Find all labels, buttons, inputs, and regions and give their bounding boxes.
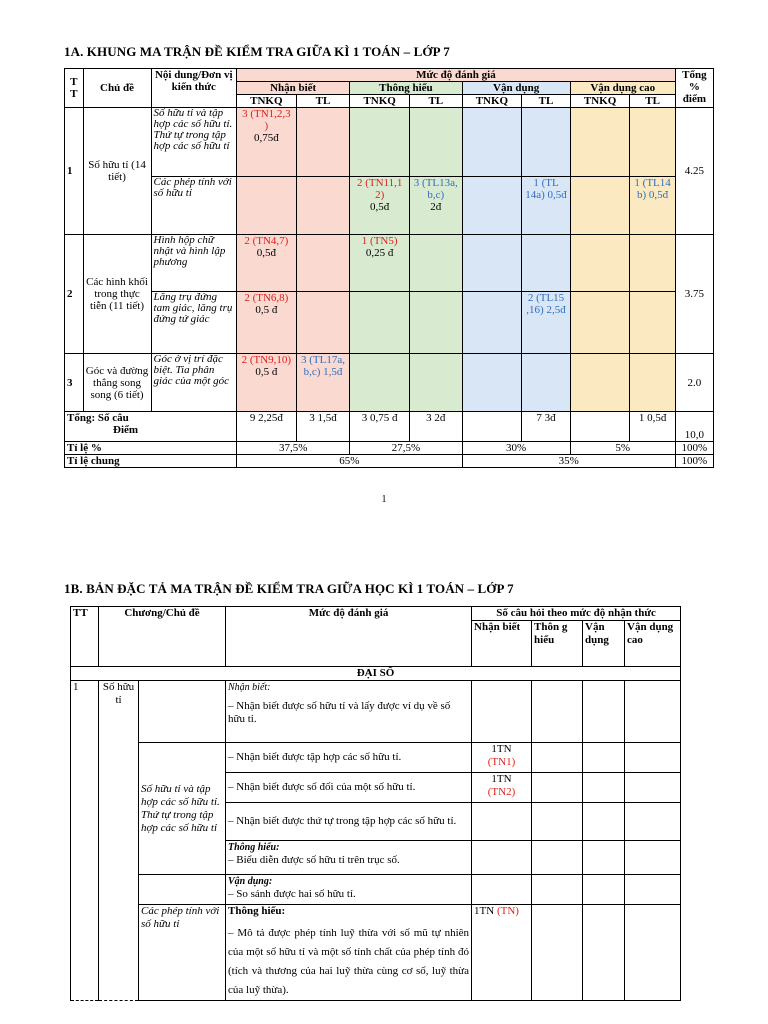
col-content: Nội dung/Đơn vị kiến thức [151,69,236,108]
cell-ref: 1 (TN5) [361,235,398,247]
col-tt: T T [65,69,84,108]
total-nb-tl: 3 1,5đ [296,412,350,442]
cell-nb-tl [296,235,350,292]
row-content: Lăng trụ đứng tam giác, lăng trụ đứng tứ giác [151,292,236,354]
matrix-table [64,68,714,468]
cell-vd-tl [522,354,570,412]
col-nhan-biet: Nhận biết [237,82,350,95]
ratio-nb: 37,5% [237,442,350,455]
cell-vdc-tnkq [570,292,630,354]
count-value: 1TN [474,905,495,917]
cell-points: 0,5đ [256,247,276,259]
desc-label: Thông hiểu: [228,905,286,917]
row-content: Các phép tính với số hữu tỉ [151,177,236,235]
cell-vd-tnkq [462,108,522,177]
desc-cell [226,905,472,1001]
cell-vd-tl: 2 (TL15 ,16) 2,5đ [522,292,570,354]
sub-tl: TL [630,95,675,108]
common-ratio-total: 100% [675,455,713,468]
cell-nb-tnkq [237,177,297,235]
total-th-tnkq: 3 0,75 đ [350,412,410,442]
desc-cell [226,875,472,905]
cell-ref: 3 (TN1,2,3 ) [242,108,291,132]
matrix-title: 1A. KHUNG MA TRẬN ĐỀ KIỂM TRA GIỮA KÌ 1 TOÁN – LỚP 7 [64,44,450,59]
row-number: 1 [65,108,84,235]
cell-points: 0,75đ [253,132,279,144]
count-th [532,841,583,875]
ratio-vd: 30% [462,442,570,455]
row-number: 1 [71,681,99,1001]
cell-nb-tl [296,292,350,354]
count-nb [472,681,532,743]
desc-text: – Biểu diễn được số hữu tỉ trên trục số. [228,854,400,866]
desc-label: Thông hiểu: [228,842,280,853]
sub-tnkq: TNKQ [462,95,522,108]
col-thong-hieu: Thông hiểu [350,82,462,95]
cell-nb-tl: 3 (TL17a, b,c) 1,5đ [296,354,350,412]
sub-tl: TL [522,95,570,108]
col-nhan-biet: Nhận biết [472,621,532,667]
row-subtopic: Các phép tính với số hữu tỉ [139,905,226,1001]
count-th [532,681,583,743]
count-nb [472,841,532,875]
row-sub-empty [139,875,226,905]
cell-vdc-tnkq [570,354,630,412]
count-ref: (TN) [496,905,519,917]
cell-nb-tnkq [237,235,297,292]
row-total: 2.0 [675,354,713,412]
count-vdc [625,681,681,743]
desc-text: – Nhận biết được thứ tự trong tập hợp các số hữu tỉ. [226,803,472,841]
count-value: 1TN [491,743,512,755]
cell-vdc-tl [630,354,675,412]
cell-th-tnkq [350,354,410,412]
sub-tnkq: TNKQ [570,95,630,108]
cell-ref: 3 (TL13a, b,c) [413,177,458,201]
cell-vdc-tl: 1 (TL14 b) 0,5đ [630,177,675,235]
col-van-dung: Vận dụng [583,621,625,667]
ratio-label: Tỉ lệ % [65,442,237,455]
count-th [532,773,583,803]
cell-points: 0,25 đ [365,247,394,259]
cell-vdc-tnkq [570,235,630,292]
cell-vd-tl [522,235,570,292]
total-vd-tl: 7 3đ [522,412,570,442]
total-label-count: Tổng: Số câu [67,412,129,424]
col-van-dung-cao: Vận dụng cao [625,621,681,667]
cell-ref: 2 (TN11,1 2) [356,177,403,201]
cell-vdc-tl [630,108,675,177]
row-sub-empty [139,681,226,743]
col-van-dung: Vận dụng [462,82,570,95]
row-number: 2 [65,235,84,354]
count-vdc [625,905,681,1001]
row-content: Góc ở vị trí đặc biệt. Tia phân giác của một góc [151,354,236,412]
cell-th-tnkq [350,235,410,292]
row-topic: Góc và đường thẳng song song (6 tiết) [83,354,151,412]
cell-vdc-tl [630,235,675,292]
desc-text: – Nhận biết được số đối của một số hữu tỉ. [226,773,472,803]
cell-vd-tl: 1 (TL 14a) 0,5đ [522,177,570,235]
cell-ref: 2 (TN9,10) [241,354,292,366]
count-nb [472,803,532,841]
row-content: Số hữu tỉ và tập hợp các số hữu tỉ. Thứ tự trong tập hợp các số hữu tỉ [151,108,236,177]
count-nb [472,905,532,1001]
row-number: 3 [65,354,84,412]
count-vd [583,905,625,1001]
cell-points: 2đ [430,201,442,213]
col-van-dung-cao: Vận dụng cao [570,82,675,95]
cell-vd-tnkq [462,292,522,354]
count-th [532,803,583,841]
cell-vd-tnkq [462,235,522,292]
cell-nb-tnkq [237,108,297,177]
desc-label: Vận dụng: [228,876,273,887]
count-value: 1TN [491,773,512,785]
desc-text: – Nhận biết được tập hợp các số hữu tỉ. [226,743,472,773]
sub-tnkq: TNKQ [350,95,410,108]
total-vdc-tnkq [570,412,630,442]
row-topic: Các hình khối trong thực tiễn (11 tiết) [83,235,151,354]
total-nb-tnkq: 9 2,25đ [237,412,297,442]
count-nb [472,773,532,803]
count-vd [583,681,625,743]
cell-points: 0,5đ [370,201,390,213]
cell-points: 0,5 đ [255,304,278,316]
count-vdc [625,773,681,803]
cell-th-tl [410,235,463,292]
desc-text: – Mô tả được phép tính luỹ thừa với số mũ tự nhiên của một số hữu tỉ và một số tính chất của phép tính đó (tích và thương của hai luỹ thừa cùng cơ số, luỹ thừa của luỹ thừa). [228,927,470,996]
count-th [532,905,583,1001]
desc-text: – So sánh được hai số hữu tỉ. [228,888,356,900]
count-th [532,875,583,905]
cell-nb-tl [296,108,350,177]
col-level: Mức độ đánh giá [237,69,676,82]
count-ref: (TN1) [487,756,516,768]
total-vdc-tl: 1 0,5đ [630,412,675,442]
total-label [65,412,237,442]
count-nb [472,743,532,773]
ratio-vdc: 5% [570,442,675,455]
cell-th-tl [410,177,463,235]
cell-vdc-tnkq [570,108,630,177]
count-vd [583,773,625,803]
count-th [532,743,583,773]
count-vdc [625,875,681,905]
sub-tl: TL [410,95,463,108]
count-vd [583,875,625,905]
cell-th-tnkq [350,177,410,235]
row-total: 4.25 [675,108,713,235]
page-number: 1 [381,494,387,505]
col-tt: TT [71,607,99,667]
cell-th-tl [410,354,463,412]
section-dai-so: ĐẠI SỐ [71,667,681,681]
cell-th-tnkq [350,108,410,177]
col-total: Tổng % điểm [675,69,713,108]
cell-vdc-tl [630,292,675,354]
count-nb [472,875,532,905]
col-thong-hieu: Thôn g hiểu [532,621,583,667]
common-ratio-b: 35% [462,455,675,468]
cell-nb-tnkq [237,292,297,354]
cell-nb-tl [296,177,350,235]
desc-label: Nhận biết: [228,682,271,693]
cell-vdc-tnkq [570,177,630,235]
count-ref: (TN2) [487,786,516,798]
row-total: 3.75 [675,235,713,354]
common-ratio-a: 65% [237,455,463,468]
col-level: Mức độ đánh giá [226,607,472,667]
total-sum: 10,0 [675,412,713,442]
cell-points: 0,5 đ [255,366,278,378]
sub-tl: TL [296,95,350,108]
spec-title: 1B. BẢN ĐẶC TẢ MA TRẬN ĐỀ KIỂM TRA GIỮA HỌC KÌ 1 TOÁN – LỚP 7 [64,581,514,596]
col-question-count: Số câu hỏi theo mức độ nhận thức [472,607,681,621]
total-th-tl: 3 2đ [410,412,463,442]
desc-cell [226,841,472,875]
sub-tnkq: TNKQ [237,95,297,108]
row-topic: Số hữu tỉ (14 tiết) [83,108,151,235]
row-subtopic: Số hữu tỉ và tập hợp các số hữu tỉ. Thứ tự trong tập hợp các số hữu tỉ [139,743,226,875]
cell-nb-tnkq [237,354,297,412]
cell-vd-tnkq [462,354,522,412]
common-ratio-label: Tỉ lệ chung [65,455,237,468]
count-vdc [625,841,681,875]
count-vdc [625,803,681,841]
count-vdc [625,743,681,773]
count-vd [583,841,625,875]
cell-ref: 2 (TN6,8) [244,292,289,304]
cell-th-tnkq [350,292,410,354]
total-vd-tnkq [462,412,522,442]
desc-text: – Nhận biết được số hữu tỉ và lấy được ví dụ về số hữu tỉ. [228,700,451,725]
col-topic: Chủ đề [83,69,151,108]
cell-vd-tl [522,108,570,177]
cell-ref: 2 (TN4,7) [244,235,289,247]
col-chapter: Chương/Chủ đề [99,607,226,667]
desc-cell [226,681,472,743]
count-vd [583,803,625,841]
ratio-th: 27,5% [350,442,462,455]
spec-table [70,606,681,1001]
row-chapter: Số hữu tỉ [99,681,139,1001]
cell-th-tl [410,292,463,354]
count-vd [583,743,625,773]
row-content: Hình hộp chữ nhật và hình lập phương [151,235,236,292]
cell-th-tl [410,108,463,177]
cell-vd-tnkq [462,177,522,235]
ratio-total: 100% [675,442,713,455]
total-label-points: Điểm [113,424,139,436]
